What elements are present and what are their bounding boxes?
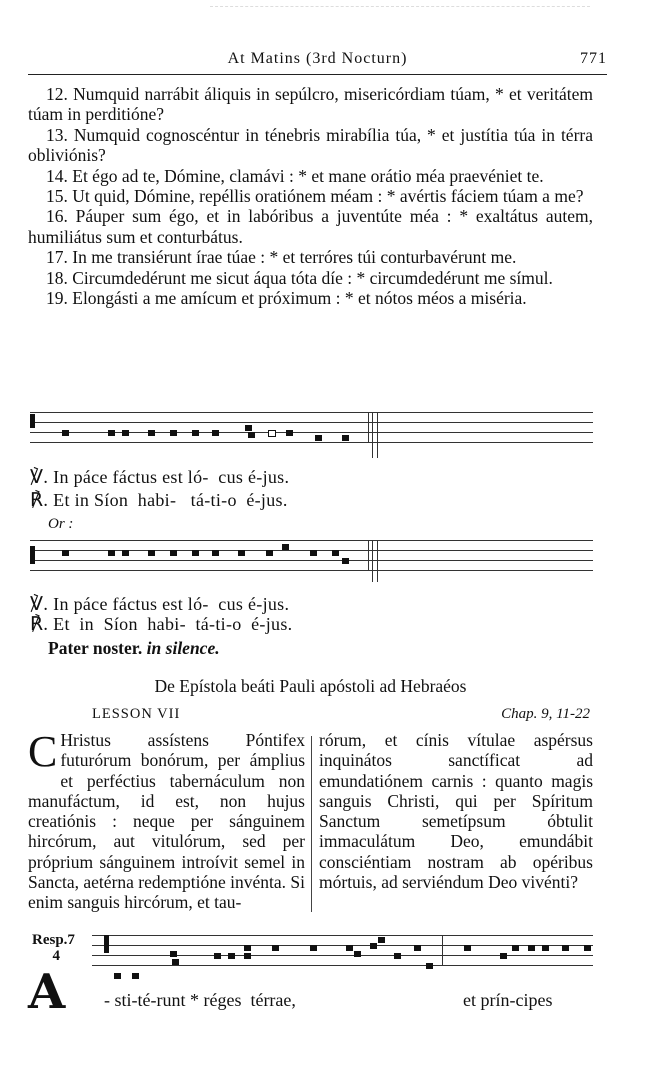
verse-18: 18. Circumdedérunt me sicut áqua tóta díe : * circumdedérunt me símul. (46, 267, 553, 288)
pater-noster-rubric: Pater noster. in silence. (48, 638, 220, 658)
drop-cap: C (28, 727, 58, 776)
verse-15: 15. Ut quid, Dómine, repéllis oratiónem méam : * avértis fáciem túam a me? (46, 186, 584, 207)
column-divider (311, 736, 312, 912)
lesson-text-right-column: rórum, et cínis vítulae aspérsus inquinátos sanctíficat ad emundatiónem carnis : quanto magis sanguis Christi, qui per Spíritum Sanctum semetípsum óbtulit immaculátum Deo, emundábit consciéntiam nostram ab opéribus mórtuis, ad serviéndum Deo vivénti? (319, 730, 593, 893)
clef-icon (30, 546, 35, 564)
verse-17: 17. In me transiérunt írae túae : * et terróres túi conturbavérunt me. (46, 247, 517, 268)
responsory-label: Resp.7 4 (32, 932, 75, 964)
verse-16: 16. Páuper sum égo, et in labóribus a juventúte méa : * exaltátus autem, humiliátus sum et conturbátus. (28, 206, 593, 247)
psalm-verses (28, 84, 593, 308)
clef-icon (104, 935, 109, 953)
epistle-title: De Epístola beáti Pauli apóstoli ad Hebraéos (154, 676, 467, 696)
chapter-reference: Chap. 9, 11-22 (501, 706, 590, 722)
chant-staff-responsory (92, 935, 593, 975)
header-rule (28, 74, 607, 75)
verse-13: 13. Numquid cognoscéntur in ténebris mirabília túa, * et justítia túa in térra obliviónis? (28, 124, 593, 166)
chant-staff-versicle-2 (30, 540, 593, 580)
responsory-lyric-1: - sti-té-runt * réges térrae, (104, 990, 296, 1010)
running-header (28, 48, 607, 74)
versicle-1-r: ℟. Et in Síon habi- tá-ti-o é-jus. (30, 490, 288, 511)
verse-19: 19. Elongásti a me amícum et próximum : * et nótos méos a miséria. (46, 288, 527, 309)
chant-staff-versicle-1 (30, 412, 593, 452)
versicle-2-r: ℟. Et in Síon habi- tá-ti-o é-jus. (30, 614, 293, 635)
clef-icon (30, 414, 35, 428)
or-label: Or : (48, 516, 74, 532)
responsory-lyric-2: et prín-cipes (463, 990, 553, 1010)
verse-14: 14. Et égo ad te, Dómine, clamávi : * et mane orátio méa praevéniet te. (46, 165, 544, 186)
header-title: At Matins (3rd Nocturn) (227, 50, 408, 67)
verse-12: 12. Numquid narrábit áliquis in sepúlcro, misericórdiam túam, * et veritátem túam in perditióne? (28, 84, 593, 125)
lesson-label: LESSON VII (92, 706, 181, 722)
versicle-2-v: ℣. In páce fáctus est ló- cus é-jus. (30, 594, 290, 615)
lesson-text-left-column: C Hristus assístens Póntifex futurórum bonórum, per ámplius et perféctius tabernáculum non manufáctum, id est, non hujus creatiónis : neque per sánguinem hircórum, aut vitulórum, sed per próprium sánguinem introívit semel in Sancta, aetérna redemptióne invénta. Si enim sanguis hircórum, et tau- (28, 727, 305, 913)
page-top-edge (210, 6, 590, 7)
page-number: 771 (580, 50, 607, 67)
versicle-1-v: ℣. In páce fáctus est ló- cus é-jus. (30, 467, 290, 488)
responsory-initial: A (28, 964, 66, 1020)
